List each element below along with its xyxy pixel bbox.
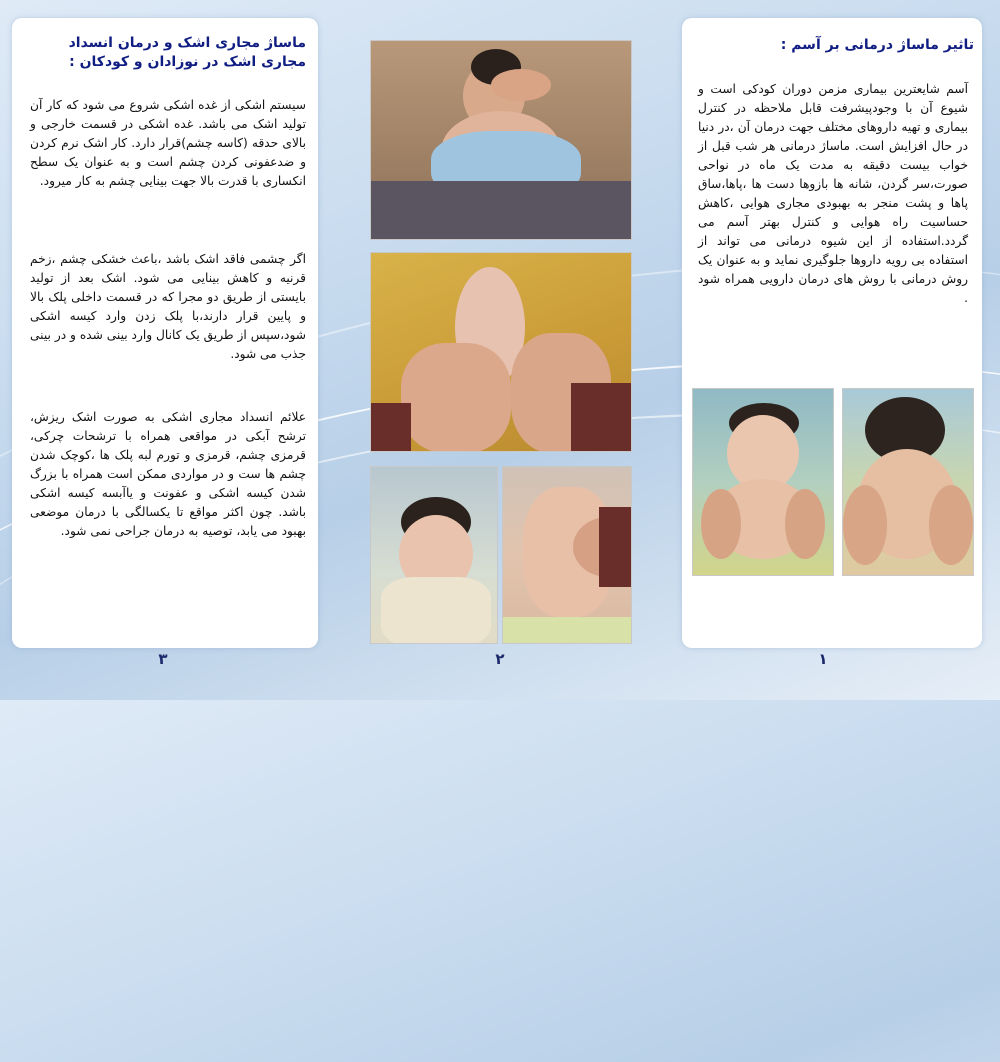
page-number-two: ۲	[495, 650, 505, 668]
paragraph-obstruction-signs: علائم انسداد مجاری اشکی به صورت اشک ریزش، ترشح آبکی در مواقعی همراه با ترشحات چرکی، قرمزی چشم، قرمزی و تورم لبه پلک ها ،کوچک شدن چشم ها ست و در مواردی ممکن است همراه با بزرگ شدن کیسه اشکی و عفونت و یاآبسه کیسه اشکی باشد. چون اکثر مواقع تا یکسالگی با درمان موضعی بهبود می یابد، توصیه به درمان جراحی نمی شود.	[30, 410, 306, 538]
photo-sleeping-baby-face	[370, 466, 498, 644]
photo-back-closeup-massage	[502, 466, 632, 644]
page-two-panel	[350, 18, 650, 648]
asthma-massage-heading: تاثیر ماساژ درمانی بر آسم :	[780, 37, 974, 53]
paragraph-tear-system: سیستم اشکی از غده اشکی شروع می شود که کار آن تولید اشک می باشد. غده اشکی در قسمت خارجی و بالای حدقه (کاسه چشم)قرار دارد. کار اشک نرم کردن و ضدعفونی کردن چشم است و به عنوان یک سطح انکساری با قدرت بالا جهت بینایی چشم به کار میرود.	[30, 98, 306, 188]
page-number-three: ۳	[158, 650, 168, 668]
page-one-panel	[682, 18, 982, 648]
heading-line-2: مجاری اشک در نوزادان و کودکان :	[69, 54, 306, 70]
paragraph-asthma: آسم شایعترین بیماری مزمن دوران کودکی است و شیوع آن با وجودپیشرفت قابل ملاحظه در کنترل بیماری و تهیه داروهای مختلف جهت درمان آن ،در دنیا در حال افزایش است. ماساژ درمانی هر شب قبل از خواب بیست دقیقه به مدت یک ماه در نواحی صورت،سر گردن، شانه ها بازوها دست ها ،پاها،ساق پاها و پشت منجر به بهبودی مجاری هوایی ،کاهش حساسیت راه هوایی و کنترل بهتر آسم می گردد.استفاده از این شیوه درمانی می تواند از استفاده بی رویه داروها جلوگیری نماید و به عنوان یک روش درمانی با روش های درمان دارویی همراه شود .	[698, 82, 968, 305]
paragraph-dry-eye: اگر چشمی فاقد اشک باشد ،باعث خشکی چشم ،زخم قرنیه و کاهش بینایی می شود. اشک بعد از تولید بایستی از طریق دو مجرا که در قسمت داخلی پلک بالا و پایین قرار دارند،با پلک زدن وارد کیسه اشکی شود،سپس از طریق یک کانال وارد بینی شده و در بینی جذب می شود.	[30, 252, 306, 361]
photo-baby-chest-massage	[692, 388, 834, 576]
heading-line-1: ماساژ مجاری اشک و درمان انسداد	[68, 35, 306, 51]
lacrimal-massage-heading	[22, 34, 306, 72]
page-number-one: ۱	[818, 650, 828, 668]
photo-baby-back-hands	[842, 388, 974, 576]
photo-foot-massage	[370, 252, 632, 452]
photo-baby-back-massage	[370, 40, 632, 240]
page-three-panel	[12, 18, 318, 648]
